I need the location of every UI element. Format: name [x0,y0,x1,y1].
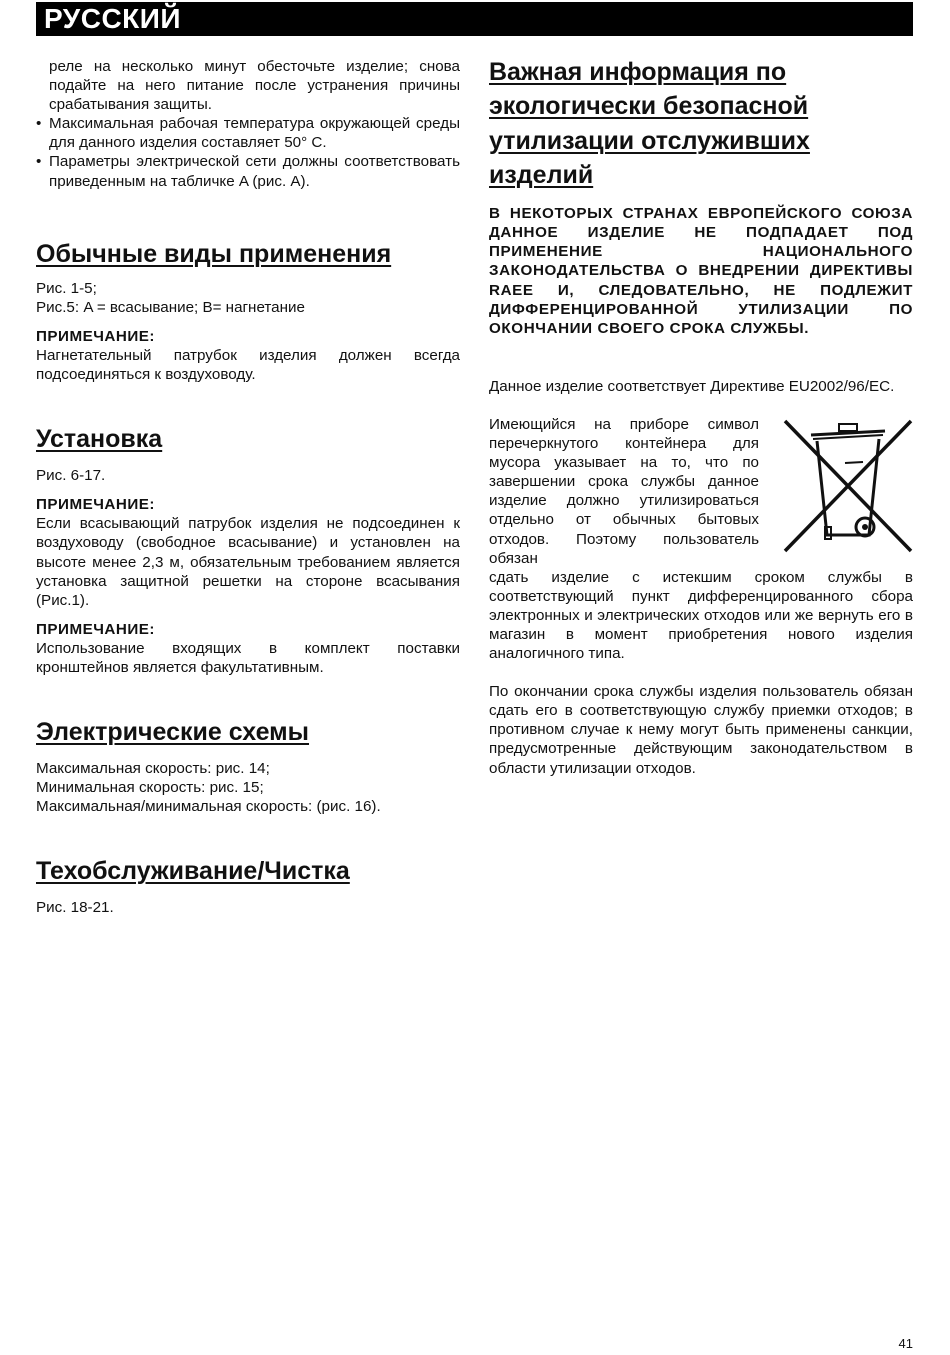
note-label: ПРИМЕЧАНИЕ: [36,327,155,345]
symbol-block [489,415,913,663]
intro-continuation: реле на несколько минут обесточьте изделие; снова подайте на него питание после устранения причины срабатывания защиты. [49,58,460,114]
language-header-bar [36,2,913,36]
electrical-line-3: Максимальная/минимальная скорость: (рис. 16). [36,798,381,816]
list-item: • Параметры электрической сети должны соответствовать приведенным на табличке A (рис. A). [36,152,460,190]
left-column [36,57,460,917]
specs-list [36,114,460,190]
note-label: ПРИМЕЧАНИЕ: [36,620,155,638]
symbol-text-beside: Имеющийся на приборе символ перечеркнутого контейнера для мусора указывает на то, что по завершении срока службы данное изделие должно утилизироваться отдельно от обычных бытовых отходов. Поэтому пользователь обязан [489,415,759,567]
install-line-1: Рис. 6-17. [36,467,106,485]
crossed-bin-icon [783,417,913,554]
section-title-usage: Обычные виды применения [36,239,392,268]
eu-note: В НЕКОТОРЫХ СТРАНАХ ЕВРОПЕЙСКОГО СОЮЗА ДАННОЕ ИЗДЕЛИЕ НЕ ПОДПАДАЕТ ПОД ПРИМЕНЕНИЕ НАЦИОНАЛЬНОГО ЗАКОНОДАТЕЛЬСТВА О ВНЕДРЕНИИ ДИРЕКТИВЫ RAEE И, СЛЕДОВАТЕЛЬНО, НЕ ПОДЛЕЖИТ ДИФФЕРЕНЦИРОВАННОЙ УТИЛИЗАЦИИ ПО ОКОНЧАНИИ СВОЕГО СРОКА СЛУЖБЫ. [489,205,913,337]
section-title-disposal: Важная информация по экологически безопасной утилизации отслуживших изделий [489,58,810,189]
list-item: • Максимальная рабочая температура окружающей среды для данного изделия составляет 50° С. [36,114,460,152]
section-title-electrical: Электрические схемы [36,718,310,747]
note-label: ПРИМЕЧАНИЕ: [36,496,155,514]
directive-text: Данное изделие соответствует Директиве EU2002/96/EC. [489,377,895,395]
language-label: РУССКИЙ [44,3,182,34]
usage-line-1: Рис. 1-5; [36,279,97,297]
page-number: 41 [898,1336,913,1351]
electrical-line-1: Максимальная скорость: рис. 14; [36,760,270,778]
electrical-line-2: Минимальная скорость: рис. 15; [36,779,264,797]
usage-line-2: Рис.5: A = всасывание; B= нагнетание [36,298,305,316]
maintenance-line-1: Рис. 18-21. [36,899,114,917]
right-column [489,55,913,778]
symbol-text-below: сдать изделие с истекшим сроком службы в соответствующий пункт дифференцированного сбора электронных и электрических отходов или же вернуть его в магазин в момент приобретения нового изделия аналогичного типа. [489,568,913,663]
usage-note-text: Нагнетательный патрубок изделия должен всегда подсоединяться к воздуховоду. [36,346,460,384]
section-title-install: Установка [36,425,163,454]
install-note-2-text: Использование входящих в комплект поставки кронштейнов является факультативным. [36,639,460,676]
section-title-maintenance: Техобслуживание/Чистка [36,857,350,886]
end-of-life-text: По окончании срока службы изделия пользователь обязан сдать его в соответствующую службу приемки отходов; в противном случае к нему могут быть применены санкции, предусмотренные действующим законодательством в области утилизации отходов. [489,683,913,777]
install-note-1-text: Если всасывающий патрубок изделия не подсоединен к воздуховоду (свободное всасывание) и установлен на высоте менее 2,3 м, обязательным требованием является установка защитной решетки на стороне всасывания (Рис.1). [36,515,460,609]
